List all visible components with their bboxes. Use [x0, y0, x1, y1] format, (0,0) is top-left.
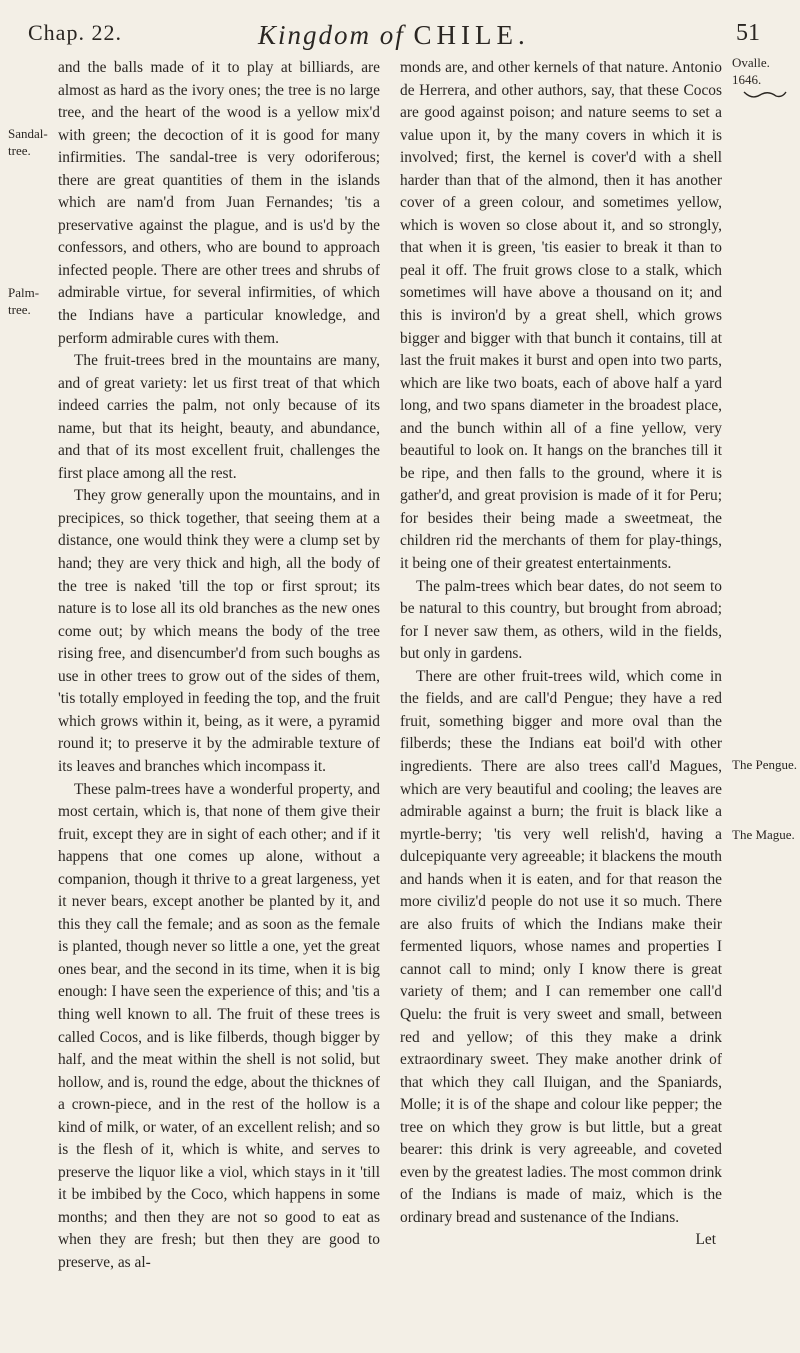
running-header [0, 10, 800, 54]
margin-note-sandal: Sandal-tree. [8, 126, 48, 158]
paragraph: There are other fruit-trees wild, which come in the fields, and are call'd Pengue; they have a red fruit, something bigger and more oval than the filberds; these the Indians eat boil'd with other ingredients. There are also trees call'd Magues, which are very beautiful and cooling; the leaves are admirable against a burn; the fruit is black like a myrtle-berry; 'tis very well relish'd, having a dulcepiquante very agreeable; it blackens the mouth and hands when it is eaten, and for that reason the more civiliz'd people do not use it so much. There are also fruits of which the Indians make their fermented liquors, whose names and properties I cannot call to mind; only I know there is great variety of them; and I can remember one call'd Quelu: the fruit is very sweet and small, between red and yellow; of this they make a drink extraordinary sweet. They make another drink of that which they call Iluigan, and the Spaniards, Molle; it is of the shape and colour like pepper; the tree on which they grow is but little, but a great bearer: this drink is very agreeable, and coveted even by the greatest ladies. The most common drink of the Indians is made of maiz, which is the ordinary bread and sustenance of the Indians. [400, 667, 722, 1226]
page-number: 51 [736, 20, 760, 46]
right-column [400, 57, 722, 1252]
running-title-prefix: Kingdom of [258, 20, 405, 50]
paragraph: The palm-trees which bear dates, do not seem to be natural to this country, but brought from abroad; for I never saw them, as others, wild in the fields, but only in gardens. [400, 577, 722, 663]
paragraph: monds are, and other kernels of that nature. Antonio de Herrera, and other authors, say, that these Cocos are good against poison; and nature seems to set a value upon it, by the many covers in which it is involved; first, the kernel is cover'd with a shell harder than that of the almond, then it has another cover of a green colour, and sometimes yellow, which is woven so close about it, and so strongly, that when it is green, 'tis easier to break it than to peal it off. The fruit grows close to a stalk, which sometimes will have above a thousand on it; and this is inviron'd by a great shell, which grows bigger and bigger with that bunch it contains, till at last the fruit makes it burst and open into two parts, which are like two boats, each of above half a yard long, and two spans diameter in the broadest place, and the bunch within all of a fine yellow, very beautiful to look on. It hangs on the branches till it be ripe, and then falls to the ground, where it is gather'd, and great provision is made of it for Peru; for besides their being made a sweetmeat, the children rid the merchants of them for play-things, it being one of their greatest entertainments. [400, 59, 722, 573]
paragraph: The fruit-trees bred in the mountains are many, and of great variety: let us first treat of that which indeed carries the palm, not only because of its name, but that its height, beauty, and abundance, and that of its most excellent fruit, challenges the first place among all the rest. [58, 352, 380, 482]
margin-note-pengue: The Pengue. [732, 757, 797, 772]
catchword: Let [695, 1231, 716, 1249]
paragraph: and the balls made of it to play at billiards, are almost as hard as the ivory ones; the tree is no large tree, and the heart of the wood is a yellow mix'd with green; the decoction of it is good for many infirmities. The sandal-tree is very odoriferous; there are great quantities of them in the islands which are nam'd from Juan Fernandes; 'tis a preservative against the plague, and is us'd by the confessors, and others, who are bound to approach infected people. There are other trees and shrubs of admirable virtue, for several infirmities, of which the Indians have a particular knowledge, and perform admirable cures with them. [58, 59, 380, 347]
left-column [58, 57, 380, 1275]
paragraph: These palm-trees have a wonderful property, and most certain, which is, that none of them give their fruit, except they are in sight of each other; and if it happens that one comes up alone, without a companion, though it thrive to a great largeness, yet it never bears, except another be planted by it, and this they call the female; and as soon as the female is planted, though never so little a one, yet the great ones bear, and the second in its time, when it is big enough: I have seen the experience of this; and 'tis a thing well known to all. The fruit of these trees is called Cocos, and is like filberds, though bigger by half, and the meat within the shell is not solid, but hollow, and is, round the edge, about the thicknes of a crown-piece, and in the rest of the hollow is a kind of milk, or water, of an excellent relish; and so is the flesh of it, which is white, and serves to preserve the liquor like a viol, which stays in it 'till it be imbibed by the Coco, which happens in some months; and then they are not so good to eat as when they are fresh; but then they are good to preserve, as al- [58, 780, 380, 1271]
running-title-country: CHILE. [413, 20, 530, 50]
margin-note-palm: Palm-tree. [8, 285, 40, 317]
running-title [258, 20, 530, 51]
chapter-label: Chap. 22. [28, 20, 122, 45]
printer-flourish-icon [742, 90, 788, 102]
margin-note-mague: The Mague. [732, 827, 795, 842]
margin-note-ovalle: Ovalle. 1646. [732, 55, 770, 87]
paragraph: They grow generally upon the mountains, and in precipices, so thick together, that seeing them at a distance, one would think they were a clump set by hand; they are very thick and high, all the body of the tree is naked 'till the top or first sprout; its nature is to lose all its old branches as the new ones come out; by which means the body of the tree rising free, and disencumber'd from such boughs as use in other trees to grow out of the sides of them, 'tis totally employed in feeding the top, and the fruit which grows within it, being, as it were, a pyramid round it; to preserve it by the admirable texture of its leaves and branches which incompass it. [58, 487, 380, 775]
